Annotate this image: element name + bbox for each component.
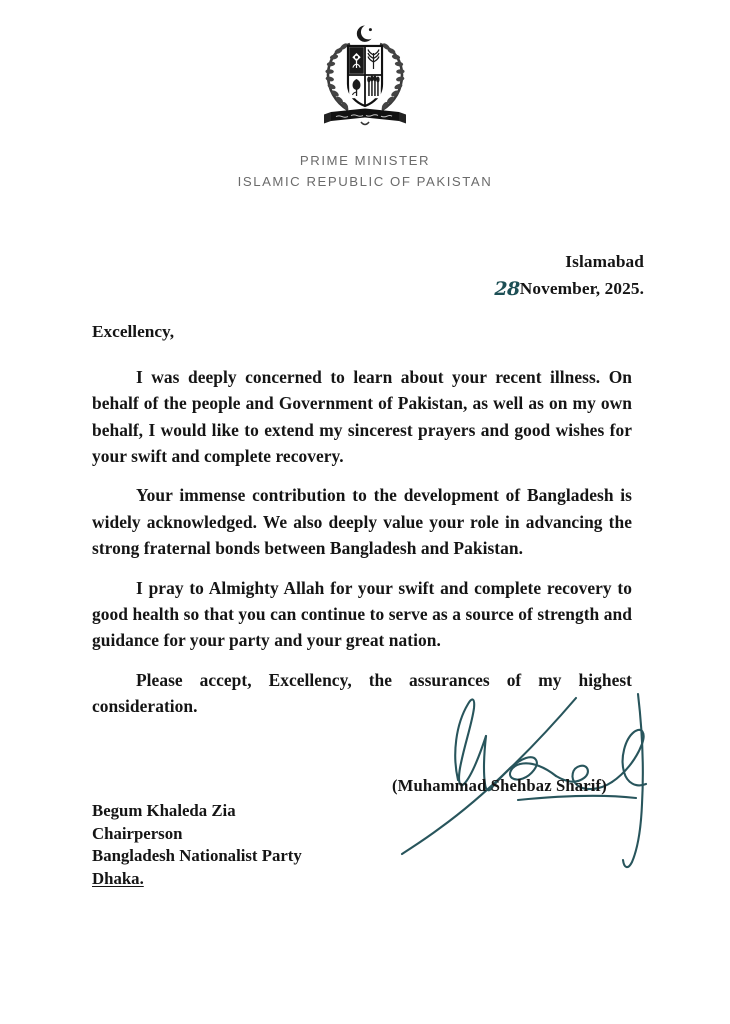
state-emblem-of-pakistan-icon bbox=[317, 22, 413, 134]
handwritten-day: 28 bbox=[494, 277, 520, 300]
month-year: November, 2025. bbox=[519, 278, 644, 298]
letterhead-line-prime-minister: PRIME MINISTER bbox=[299, 153, 431, 168]
date-line bbox=[494, 275, 644, 302]
paragraph-1: I was deeply concerned to learn about your recent illness. On behalf of the people and Government of Pakistan, as well as on my own behalf, I would like to extend my sincerest prayers and good wishes for your swift and complete recovery. bbox=[92, 367, 632, 467]
addressee-city: Dhaka. bbox=[92, 868, 144, 888]
letterhead-text bbox=[0, 150, 730, 193]
paragraph-2: Your immense contribution to the development of Bangladesh is widely acknowledged. We also deeply value your role in advancing the strong fraternal bonds between Bangladesh and Pakistan. bbox=[92, 485, 632, 559]
signature-block bbox=[380, 688, 680, 878]
paragraph-4: Please accept, Excellency, the assurances of my highest consideration. bbox=[92, 669, 632, 716]
addressee-name: Begum Khaleda Zia bbox=[92, 801, 236, 820]
salutation: Excellency, bbox=[92, 322, 175, 341]
addressee-title: Chairperson bbox=[92, 823, 183, 843]
addressee-block bbox=[92, 800, 302, 890]
letter-body bbox=[92, 322, 632, 719]
addressee-organization: Bangladesh Nationalist Party bbox=[92, 846, 302, 866]
place-line: Islamabad bbox=[565, 252, 644, 271]
paragraph-3: I pray to Almighty Allah for your swift and complete recovery to good health so that you can continue to serve as a source of strength and guidance for your party and your great nation. bbox=[92, 577, 632, 651]
date-block bbox=[494, 250, 644, 302]
printed-signer-name: (Muhammad Shehbaz Sharif) bbox=[392, 776, 607, 795]
letterhead-line-country: ISLAMIC REPUBLIC OF PAKISTAN bbox=[237, 174, 493, 190]
letterhead bbox=[0, 22, 730, 193]
